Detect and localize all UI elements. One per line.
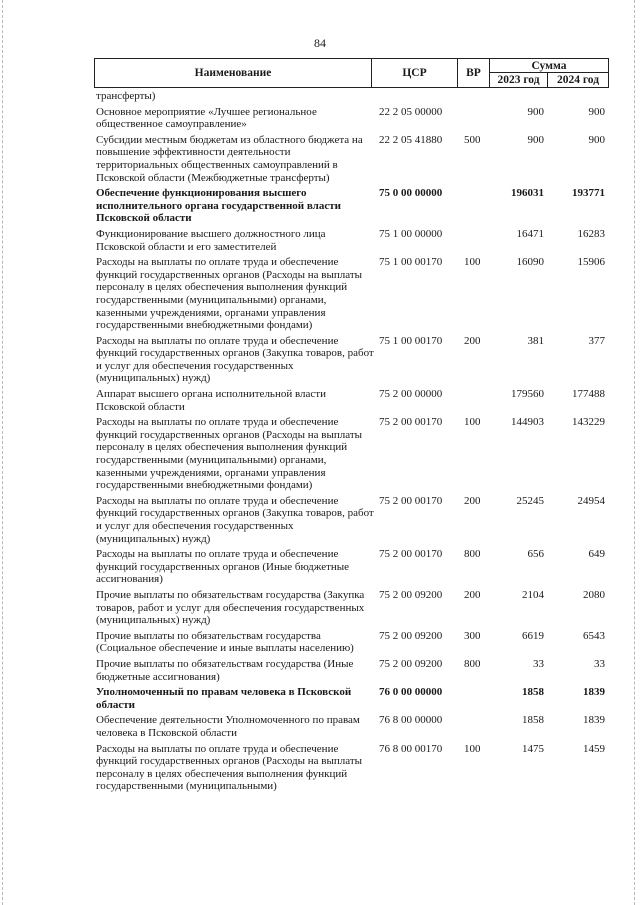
- row-sum-2024: 15906: [577, 256, 605, 269]
- row-sum-2023: 900: [527, 133, 544, 146]
- header-year-2024: 2024 год: [556, 74, 600, 86]
- row-sum-2024: 143229: [572, 416, 605, 429]
- row-csr: 76 8 00 00170: [379, 742, 443, 755]
- table-row: [96, 388, 610, 413]
- row-csr: 76 8 00 00000: [379, 714, 443, 727]
- row-name: Расходы на выплаты по оплате труда и обеспечение функций государственных органов (Расходы на выплаты персоналу в целях обеспечения выполнения функций государственными (муниципальными): [96, 742, 363, 793]
- row-name: Прочие выплаты по обязательствам государства (Закупка товаров, работ и услуг для обеспечения государственных (муниципальных) нужд): [96, 588, 365, 627]
- row-vr: 500: [464, 133, 481, 146]
- row-csr: 22 2 05 41880: [379, 133, 443, 146]
- table-row: [96, 416, 610, 492]
- row-csr: 75 2 00 00170: [379, 416, 443, 429]
- row-sum-2023: 33: [533, 657, 544, 670]
- table-row: [96, 589, 610, 627]
- row-sum-2023: 1858: [522, 714, 544, 727]
- table-row: [96, 228, 610, 253]
- row-sum-2023: 16090: [516, 256, 544, 269]
- row-name: трансферты): [96, 90, 156, 102]
- row-csr: 22 2 05 00000: [379, 105, 443, 118]
- row-vr: 100: [464, 742, 481, 755]
- table-row: [96, 743, 610, 793]
- table-row: [96, 658, 610, 683]
- header-name: Наименование: [95, 59, 372, 87]
- row-csr: 75 2 00 00000: [379, 388, 443, 401]
- row-name: Расходы на выплаты по оплате труда и обеспечение функций государственных органов (Расходы на выплаты персоналу в целях обеспечения выполнения функций государственными (муниципальными) органами, казенными учреждениями, органами управления государственными внебюджетными фондами): [96, 256, 363, 332]
- table-row: [96, 714, 610, 739]
- row-sum-2024: 900: [588, 105, 605, 118]
- row-vr: 300: [464, 629, 481, 642]
- row-sum-2024: 1839: [583, 714, 605, 727]
- row-vr: 800: [464, 657, 481, 670]
- row-sum-2024: 177488: [572, 388, 605, 401]
- row-csr: 75 2 00 00170: [379, 548, 443, 561]
- table-row: [96, 686, 610, 711]
- row-csr: 75 1 00 00170: [379, 334, 443, 347]
- row-vr: 200: [464, 494, 481, 507]
- header-csr: ЦСР: [372, 59, 458, 87]
- scan-edge-right: [634, 0, 636, 905]
- table-row: [96, 256, 610, 332]
- row-name: Обеспечение функционирования высшего исполнительного органа государственной власти Псковской области: [96, 187, 341, 225]
- header-sum: Сумма: [490, 59, 608, 73]
- table-row: [96, 187, 610, 225]
- row-sum-2024: 24954: [577, 494, 605, 507]
- row-sum-2024: 377: [588, 334, 605, 347]
- table-row: [96, 548, 610, 586]
- row-name: Расходы на выплаты по оплате труда и обеспечение функций государственных органов (Иные бюджетные ассигнования): [96, 548, 350, 586]
- row-csr: 75 2 00 09200: [379, 588, 443, 601]
- row-sum-2024: 193771: [572, 187, 605, 200]
- row-name: Обеспечение деятельности Уполномоченного по правам человека в Псковской области: [96, 714, 360, 739]
- row-sum-2024: 1839: [583, 686, 605, 699]
- row-sum-2023: 16471: [516, 227, 544, 240]
- row-sum-2024: 649: [588, 548, 605, 561]
- row-sum-2023: 144903: [511, 416, 544, 429]
- row-sum-2023: 179560: [511, 388, 544, 401]
- row-sum-2024: 900: [588, 133, 605, 146]
- row-name: Расходы на выплаты по оплате труда и обеспечение функций государственных органов (Закупка товаров, работ и услуг для обеспечения государственных (муниципальных) нужд): [96, 334, 374, 385]
- row-name: Уполномоченный по правам человека в Псковской области: [96, 686, 352, 711]
- row-sum-2023: 1475: [522, 742, 544, 755]
- row-vr: 200: [464, 588, 481, 601]
- row-sum-2023: 656: [527, 548, 544, 561]
- table-body: [96, 90, 610, 793]
- row-csr: 75 2 00 00170: [379, 494, 443, 507]
- row-csr: 75 2 00 09200: [379, 629, 443, 642]
- row-csr: 75 2 00 09200: [379, 657, 443, 670]
- header-year-2023: 2023 год: [490, 73, 548, 87]
- row-name: Расходы на выплаты по оплате труда и обеспечение функций государственных органов (Расходы на выплаты персоналу в целях обеспечения выполнения функций государственными (муниципальными) органами, казенными учреждениями, органами управления государственными внебюджетными фондами): [96, 416, 363, 492]
- row-sum-2023: 2104: [522, 588, 544, 601]
- row-sum-2024: 16283: [577, 227, 605, 240]
- row-csr: 75 1 00 00170: [379, 256, 443, 269]
- row-csr: 76 0 00 00000: [379, 686, 443, 699]
- row-name: Основное мероприятие «Лучшее региональное общественное самоуправление»: [96, 105, 317, 131]
- row-vr: 100: [464, 416, 481, 429]
- row-sum-2023: 25245: [516, 494, 544, 507]
- row-name: Аппарат высшего органа исполнительной власти Псковской области: [96, 388, 326, 413]
- row-csr: 75 0 00 00000: [379, 187, 443, 200]
- page-number: 84: [314, 36, 326, 50]
- row-sum-2024: 1459: [583, 742, 605, 755]
- row-sum-2023: 196031: [511, 187, 544, 200]
- row-sum-2023: 900: [527, 105, 544, 118]
- row-name: Расходы на выплаты по оплате труда и обеспечение функций государственных органов (Закупка товаров, работ и услуг для обеспечения государственных (муниципальных) нужд): [96, 494, 374, 545]
- row-csr: 75 1 00 00000: [379, 227, 443, 240]
- table-row: [96, 90, 610, 103]
- table-row: [96, 106, 610, 131]
- row-sum-2024: 6543: [583, 629, 605, 642]
- table-row: [96, 495, 610, 545]
- row-sum-2024: 2080: [583, 588, 605, 601]
- table-row: [96, 630, 610, 655]
- row-vr: 200: [464, 334, 481, 347]
- row-name: Прочие выплаты по обязательствам государства (Иные бюджетные ассигнования): [96, 657, 354, 683]
- scan-edge-left: [2, 0, 4, 905]
- row-sum-2023: 1858: [522, 686, 544, 699]
- table-header: [94, 58, 609, 88]
- row-sum-2023: 6619: [522, 629, 544, 642]
- row-name: Прочие выплаты по обязательствам государства (Социальное обеспечение и иные выплаты населению): [96, 629, 354, 655]
- row-name: Функционирование высшего должностного лица Псковской области и его заместителей: [96, 227, 326, 253]
- row-vr: 100: [464, 256, 481, 269]
- header-vr: ВР: [458, 59, 490, 87]
- row-sum-2024: 33: [594, 657, 605, 670]
- table-row: [96, 134, 610, 184]
- table-row: [96, 335, 610, 385]
- row-sum-2023: 381: [527, 334, 544, 347]
- row-name: Субсидии местным бюджетам из областного бюджета на повышение эффективности деятельности территориальных общественных самоуправлений в Псковской области (Межбюджетные трансферты): [96, 133, 363, 184]
- row-vr: 800: [464, 548, 481, 561]
